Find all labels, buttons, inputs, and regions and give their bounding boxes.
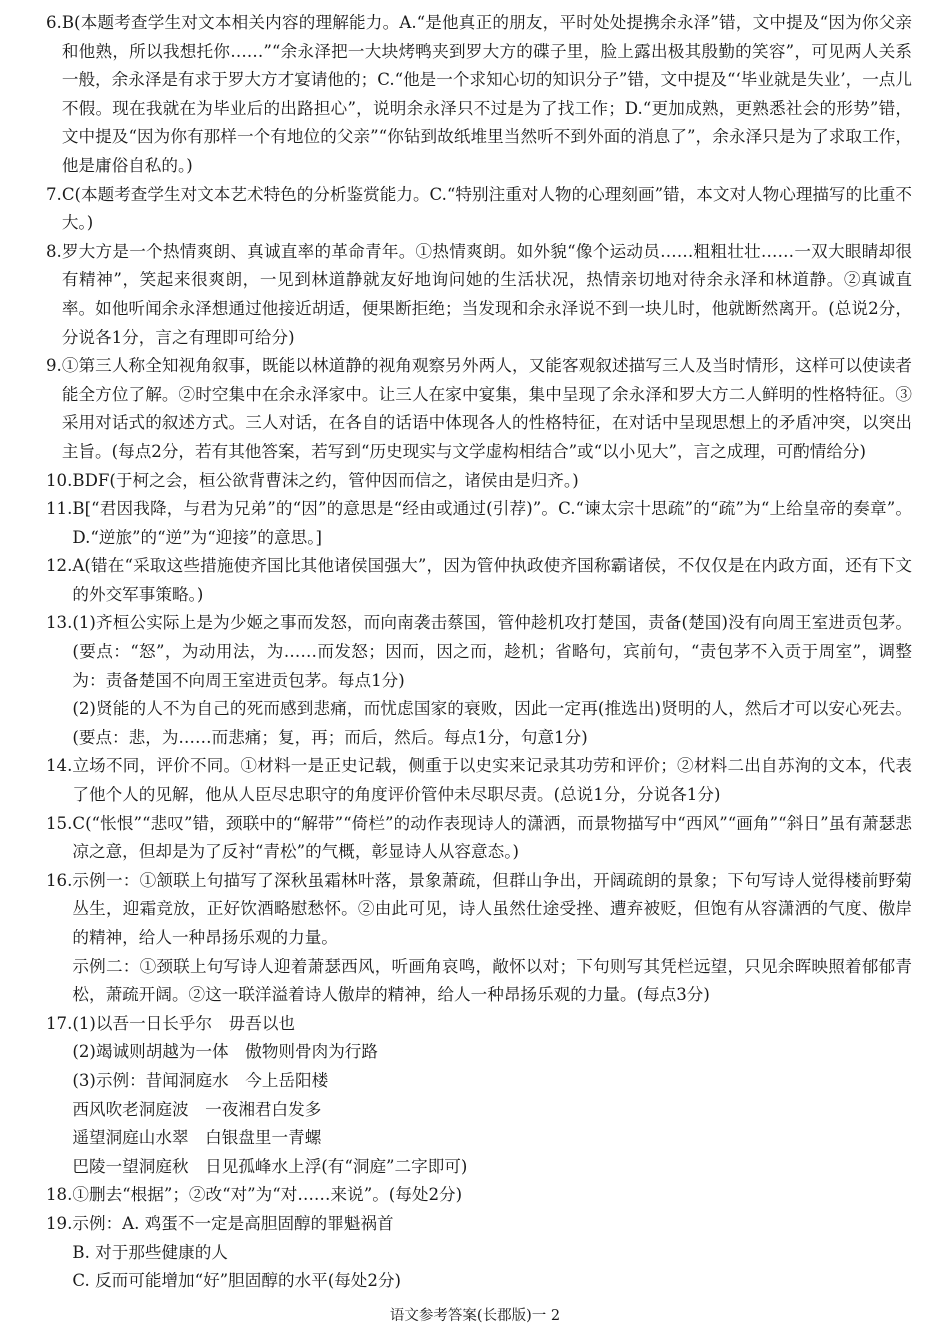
answer-item (46, 752, 912, 809)
answer-number: 15. (46, 813, 73, 833)
answer-line: (2)竭诚则胡越为一体 傲物则骨肉为行路 (72, 1042, 378, 1062)
answer-line: (1)齐桓公实际上是为少姬之事而发怒，而向南袭击蔡国，管仲趁机攻打楚国，责备(楚国)没有向周王室进贡包茅。(要点：“怒”，为动用法，为……而发怒；因而，因之而，趁机；省略句，宾前句，“责包茅不入贡于周室”，调整为：责备楚国不向周王室进贡包茅。每点1分) (72, 613, 912, 690)
answer-number: 8. (46, 241, 62, 261)
answer-body (62, 9, 912, 181)
answer-body (72, 467, 912, 496)
answer-line: 立场不同，评价不同。①材料一是正史记载，侧重于以史实来记录其功劳和评价；②材料二出自苏洵的文本，代表了他个人的见解，他从人臣尽忠职守的角度评价管仲未尽职尽责。(总说1分，分说各1分) (72, 756, 912, 805)
answer-line: (2)贤能的人不为自己的死而感到悲痛，而忧虑国家的衰败，因此一定再(推选出)贤明的人，然后才可以安心死去。(要点：悲，为……而悲痛；复，再；而后，然后。每点1分，句意1分) (72, 699, 912, 747)
answer-line: ①删去“根据”；②改“对”为“对……来说”。(每处2分) (72, 1185, 463, 1205)
answer-body (62, 352, 912, 466)
answer-body (62, 181, 912, 238)
answer-number: 19. (46, 1213, 73, 1233)
answer-item (46, 467, 912, 496)
answer-line: B(本题考查学生对文本相关内容的理解能力。A.“是他真正的朋友，平时处处提携余永泽”错，文中提及“因为你父亲和他熟，所以我想托你……”“余永泽把一大块烤鸭夹到罗大方的碟子里，脸上露出极其殷勤的笑容”，可见两人关系一般，余永泽是有求于罗大方才宴请他的；C.“他是一个求知心切的知识分子”错，文中提及“‘毕业就是失业’，一点儿不假。现在我就在为毕业后的出路担心”，说明余永泽只不过是为了找工作；D.“更加成熟，更熟悉社会的形势”错，文中提及“因为你有那样一个有地位的父亲”“你钻到故纸堆里当然听不到外面的消息了”，余永泽只是为了求取工作，他是庸俗自私的。) (61, 13, 912, 175)
answer-body (72, 752, 912, 809)
answer-line: ①第三人称全知视角叙事，既能以林道静的视角观察另外两人，又能客观叙述描写三人及当时情形，这样可以使读者能全方位了解。②时空集中在余永泽家中。让三人在家中宴集，集中呈现了余永泽和罗大方二人鲜明的性格特征。③采用对话式的叙述方式。三人对话，在各自的话语中体现各人的性格特征，在对话中呈现思想上的矛盾冲突，以突出主旨。(每点2分，若有其他答案，若写到“历史现实与文学虚构相结合”或“以小见大”，言之成理，可酌情给分) (61, 356, 912, 461)
answer-line: 遥望洞庭山水翠 白银盘里一青螺 (72, 1128, 322, 1148)
answer-line: 示例二：①颈联上句写诗人迎着萧瑟西风，听画角哀鸣，敞怀以对；下句则写其凭栏远望，只见余晖映照着郁郁青松，萧疏开阔。②这一联洋溢着诗人傲岸的精神，给人一种昂扬乐观的力量。(每点3分) (72, 956, 912, 1005)
answer-number: 11. (46, 499, 73, 519)
answer-line: 罗大方是一个热情爽朗、真诚直率的革命青年。①热情爽朗。如外貌“像个运动员……粗粗壮壮……一双大眼睛却很有精神”，笑起来很爽朗，一见到林道静就友好地询问她的生活状况，热情亲切地对待余永泽和林道静。②真诚直率。如他听闻余永泽想通过他接近胡适，便果断拒绝；当发现和余永泽说不到一块儿时，他就断然离开。(总说2分，分说各1分，言之有理即可给分) (61, 241, 912, 347)
answer-line: C. 反而可能增加“好”胆固醇的水平(每处2分) (72, 1271, 402, 1291)
answer-body (72, 1210, 912, 1296)
answer-number: 7. (46, 184, 62, 204)
answer-body (72, 867, 912, 1010)
answer-item (46, 1010, 912, 1182)
answer-item (46, 810, 912, 867)
answer-number: 9. (46, 356, 62, 376)
answer-line: A(错在“采取这些措施使齐国比其他诸侯国强大”，因为管仲执政使齐国称霸诸侯，不仅仅是在内政方面，还有下文的外交军事策略。) (72, 556, 912, 604)
answer-line: 巴陵一望洞庭秋 日见孤峰水上浮(有“洞庭”二字即可) (72, 1156, 468, 1176)
answer-line: BDF(于柯之会，桓公欲背曹沫之约，管仲因而信之，诸侯由是归齐。) (72, 470, 579, 490)
answer-number: 12. (46, 556, 73, 576)
answer-number: 6. (46, 13, 62, 32)
page-footer: 语文参考答案(长郡版)一 2 (389, 1308, 561, 1324)
answer-number: 18. (46, 1185, 73, 1205)
answer-body (72, 552, 912, 609)
answer-item (46, 9, 912, 181)
answer-item (46, 181, 912, 238)
answer-item (46, 238, 912, 352)
answer-line: B[“君因我降，与君为兄弟”的“因”的意思是“经由或通过(引荐)”。C.“谏太宗十思疏”的“疏”为“上给皇帝的奏章”。D.“逆旅”的“逆”为“迎接”的意思。] (72, 499, 912, 547)
answer-list (46, 9, 912, 1296)
answer-item (46, 552, 912, 609)
answer-body (72, 495, 912, 552)
answer-number: 16. (46, 870, 73, 890)
answer-line: 西风吹老洞庭波 一夜湘君白发多 (72, 1099, 322, 1119)
answer-body (72, 609, 912, 752)
answer-number: 13. (46, 613, 73, 633)
answer-line: (3)示例：昔闻洞庭水 今上岳阳楼 (72, 1070, 329, 1090)
answer-body (62, 238, 912, 352)
answer-number: 17. (46, 1013, 73, 1033)
answer-body (72, 810, 912, 867)
answer-item (46, 352, 912, 466)
answer-number: 14. (46, 756, 73, 776)
answer-line: C(“怅恨”“悲叹”错，颈联中的“解带”“倚栏”的动作表现诗人的潇洒，而景物描写中“西风”“画角”“斜日”虽有萧瑟悲凉之意，但却是为了反衬“青松”的气概，彰显诗人从容意态。) (72, 813, 912, 862)
answer-body (72, 1181, 912, 1210)
answer-item (46, 867, 912, 1010)
answer-item (46, 1210, 912, 1296)
answer-line: 示例一：①颔联上句描写了深秋虽霜林叶落，景象萧疏，但群山争出，开阔疏朗的景象；下句写诗人觉得楼前野菊丛生，迎霜竞放，正好饮酒略慰愁怀。②由此可见，诗人虽然仕途受挫、遭弃被贬，但饱有从容潇洒的气度、傲岸的精神，给人一种昂扬乐观的力量。 (72, 870, 912, 947)
answer-line: 示例：A. 鸡蛋不一定是高胆固醇的罪魁祸首 (72, 1213, 394, 1233)
answer-line: (1)以吾一日长乎尔 毋吾以也 (72, 1013, 296, 1033)
answer-body (72, 1010, 912, 1182)
answer-item (46, 495, 912, 552)
answer-line: C(本题考查学生对文本艺术特色的分析鉴赏能力。C.“特别注重对人物的心理刻画”错，本文对人物心理描写的比重不大。) (61, 184, 912, 233)
answer-item (46, 1181, 912, 1210)
answer-line: B. 对于那些健康的人 (72, 1242, 228, 1262)
answer-item (46, 609, 912, 752)
answer-number: 10. (46, 470, 73, 490)
